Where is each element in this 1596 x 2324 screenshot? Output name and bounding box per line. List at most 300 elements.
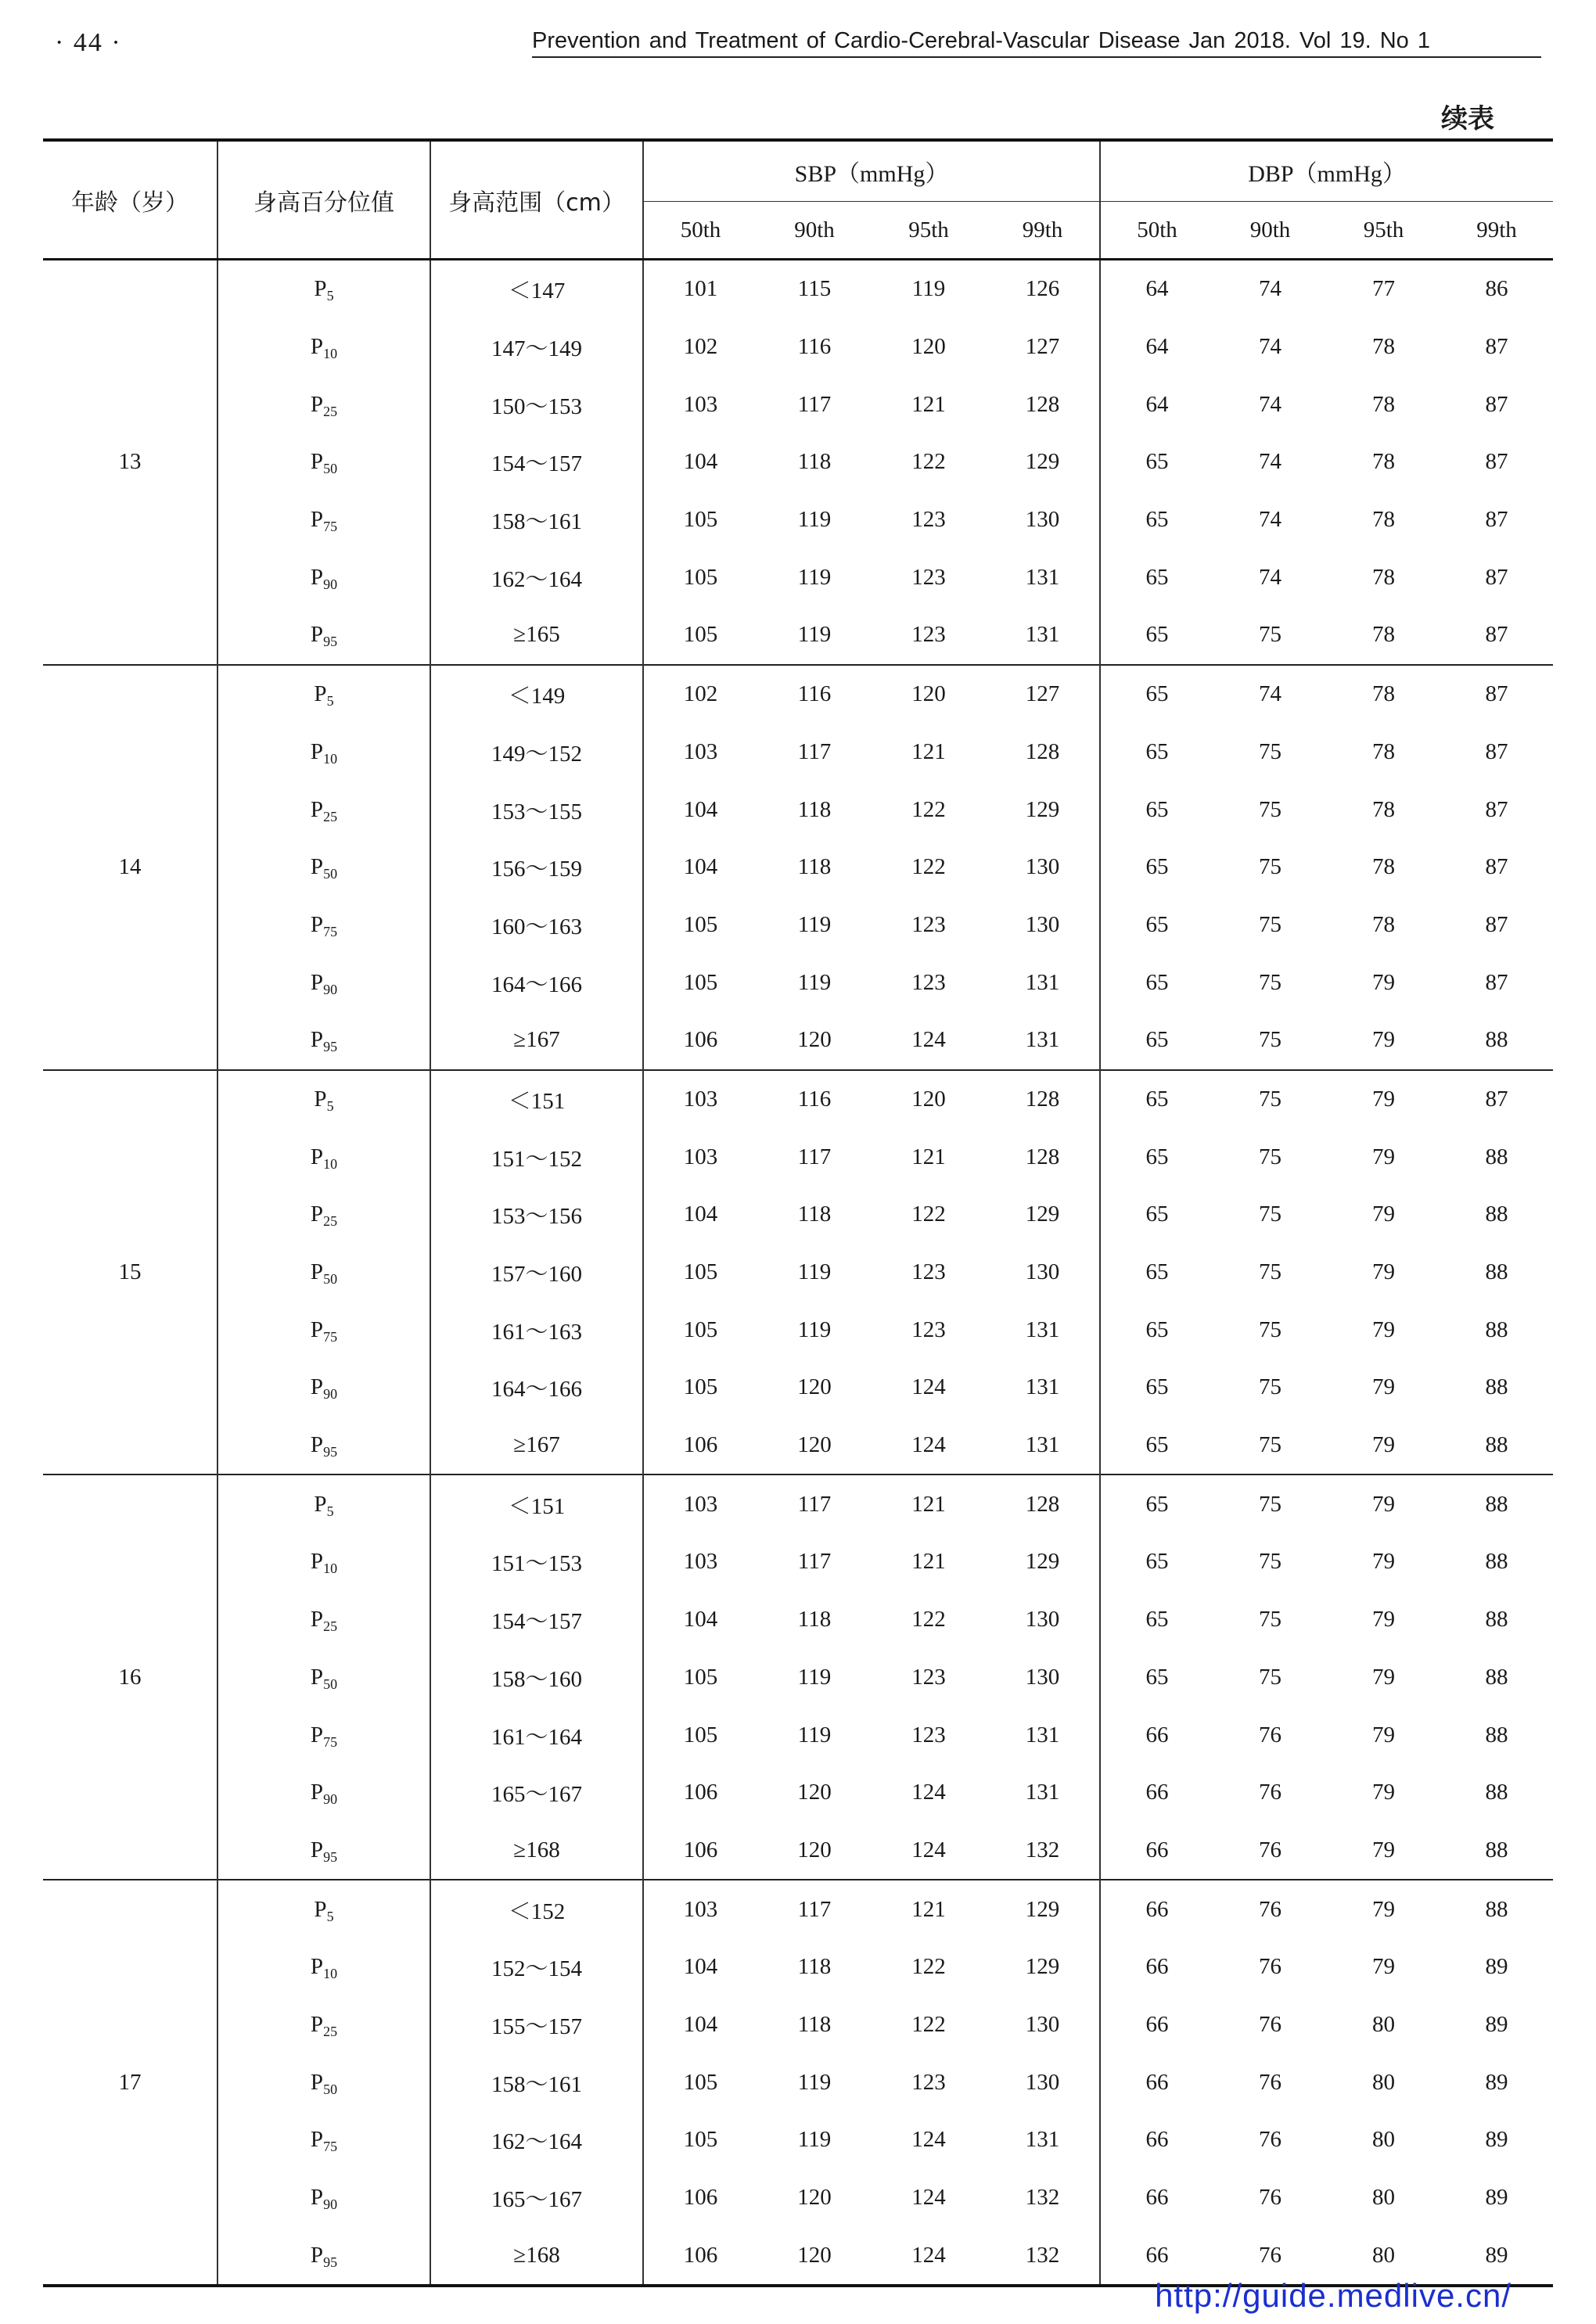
dbp-95th-cell: 79	[1372, 1954, 1396, 1980]
sbp-99th-cell: 129	[986, 1186, 1100, 1244]
dbp-99th-cell: 88	[1485, 1837, 1508, 1862]
table-row	[43, 2169, 1553, 2227]
percentile-subscript: 75	[323, 2139, 338, 2155]
height-range-cell: 153～155	[430, 781, 643, 839]
sbp-50th-cell: 102	[643, 665, 757, 724]
sbp-90th-cell: 117	[797, 391, 832, 417]
percentile-subscript: 50	[323, 2081, 338, 2097]
dbp-99th-cell: 89	[1485, 2127, 1508, 2153]
dbp-50th-cell: 65	[1145, 1664, 1169, 1690]
sbp-99th-cell: 130	[986, 896, 1100, 954]
sbp-99th-cell: 131	[986, 1011, 1100, 1070]
sbp-50th-cell: 105	[683, 1664, 718, 1690]
dbp-99th-cell: 89	[1485, 2011, 1508, 2037]
sbp-50th-cell: 105	[683, 1374, 718, 1400]
dbp-99th-cell: 87	[1485, 507, 1508, 533]
sbp-90th-cell: 119	[797, 911, 832, 937]
height-percentile-cell: $P_{10}$	[217, 724, 430, 781]
sbp-90th-cell: 118	[797, 796, 832, 822]
height-percentile-cell: $P_{90}$	[217, 1359, 430, 1417]
table-row	[43, 1880, 1553, 1938]
dbp-50th-cell: 66	[1145, 2242, 1169, 2268]
height-percentile-cell: $P_{10}$	[217, 1938, 430, 1996]
dbp-99th-cell: 88	[1440, 1475, 1553, 1533]
age-cell: 13	[43, 260, 217, 665]
dbp-50th-cell: 64	[1145, 334, 1169, 360]
dbp-95th-cell: 79	[1372, 1027, 1396, 1053]
dbp-90th-cell: 76	[1259, 2069, 1282, 2095]
dbp-50th-cell: 65	[1100, 665, 1213, 724]
percentile-subscript: 25	[323, 808, 338, 824]
dbp-90th-cell: 75	[1259, 1432, 1282, 1458]
percentile-subscript: 75	[323, 1328, 338, 1345]
percentile-subscript: 25	[323, 403, 338, 419]
height-range-cell: 157～160	[430, 1244, 643, 1302]
dbp-95th-cell: 79	[1327, 1070, 1440, 1129]
dbp-90th-cell: 75	[1259, 1664, 1282, 1690]
table-row	[43, 606, 1553, 665]
dbp-95th-cell: 79	[1372, 1722, 1396, 1747]
sbp-95th-cell: 123	[911, 622, 946, 648]
dbp-95th-cell: 77	[1372, 276, 1396, 302]
height-range-cell: 155～157	[430, 1996, 643, 2054]
sbp-50th-cell: 106	[683, 2242, 718, 2268]
height-range-cell: 150～153	[430, 375, 643, 433]
sbp-95th-cell: 123	[911, 507, 946, 533]
dbp-50th-cell: 66	[1145, 1780, 1169, 1805]
height-percentile-cell: $P_{50}$	[217, 2053, 430, 2111]
sbp-99th-cell: 128	[986, 1070, 1100, 1129]
sbp-99th-cell: 131	[986, 1706, 1100, 1764]
sbp-50th-cell: 104	[683, 854, 718, 880]
dbp-95th-cell: 79	[1372, 1837, 1396, 1862]
age-cell: 15	[43, 1070, 217, 1475]
height-percentile-cell: $P_{25}$	[217, 1186, 430, 1244]
dbp-90th-cell: 75	[1259, 796, 1282, 822]
height-range-cell: 158～161	[430, 2053, 643, 2111]
header-sbp-99th: 99th	[986, 202, 1100, 260]
dbp-90th-cell: 74	[1259, 391, 1282, 417]
percentile-subscript: 10	[323, 346, 338, 362]
dbp-90th-cell: 75	[1259, 738, 1282, 764]
height-range-cell: ≥168	[430, 1822, 643, 1880]
sbp-90th-cell: 119	[797, 622, 832, 648]
continued-label: 续表	[1441, 103, 1494, 135]
percentile-subscript: 5	[326, 288, 334, 304]
height-percentile-cell: $P_{95}$	[217, 1011, 430, 1070]
dbp-99th-cell: 88	[1485, 1027, 1508, 1053]
sbp-50th-cell: 105	[683, 1722, 718, 1747]
dbp-90th-cell: 75	[1259, 1316, 1282, 1342]
sbp-90th-cell: 118	[797, 449, 832, 475]
dbp-99th-cell: 87	[1485, 854, 1508, 880]
sbp-95th-cell: 122	[911, 449, 946, 475]
dbp-50th-cell: 64	[1145, 276, 1169, 302]
sbp-90th-cell: 116	[757, 1070, 872, 1129]
percentile-subscript: 90	[323, 1386, 338, 1403]
dbp-99th-cell: 87	[1485, 738, 1508, 764]
sbp-90th-cell: 120	[797, 2185, 832, 2211]
dbp-90th-cell: 76	[1259, 2127, 1282, 2153]
dbp-95th-cell: 78	[1372, 622, 1396, 648]
sbp-90th-cell: 120	[797, 1374, 832, 1400]
dbp-99th-cell: 88	[1485, 1316, 1508, 1342]
dbp-90th-cell: 74	[1259, 334, 1282, 360]
header-height-percentile: 身高百分位值	[217, 140, 430, 260]
dbp-90th-cell: 74	[1259, 449, 1282, 475]
table-row	[43, 1591, 1553, 1649]
sbp-50th-cell: 103	[683, 1549, 718, 1575]
dbp-99th-cell: 89	[1485, 2242, 1508, 2268]
dbp-99th-cell: 87	[1485, 564, 1508, 590]
dbp-90th-cell: 74	[1259, 564, 1282, 590]
dbp-99th-cell: 88	[1485, 1607, 1508, 1633]
sbp-95th-cell: 122	[911, 1607, 946, 1633]
sbp-90th-cell: 120	[797, 1837, 832, 1862]
dbp-50th-cell: 65	[1145, 507, 1169, 533]
sbp-95th-cell: 121	[911, 738, 946, 764]
sbp-95th-cell: 122	[911, 1202, 946, 1227]
dbp-50th-cell: 65	[1145, 854, 1169, 880]
height-range-cell: 164～166	[430, 954, 643, 1011]
dbp-95th-cell: 80	[1372, 2011, 1396, 2037]
percentile-subscript: 50	[323, 1676, 338, 1692]
sbp-99th-cell: 128	[986, 724, 1100, 781]
sbp-50th-cell: 103	[683, 391, 718, 417]
dbp-99th-cell: 87	[1485, 969, 1508, 995]
sbp-95th-cell: 121	[911, 1144, 946, 1169]
sbp-90th-cell: 118	[797, 2011, 832, 2037]
sbp-95th-cell: 124	[911, 1027, 946, 1053]
sbp-90th-cell: 119	[797, 1722, 832, 1747]
height-range-cell: 156～159	[430, 839, 643, 896]
dbp-95th-cell: 78	[1372, 738, 1396, 764]
height-percentile-cell: $P_{75}$	[217, 2111, 430, 2169]
table-row	[43, 1011, 1553, 1070]
dbp-99th-cell: 88	[1485, 1202, 1508, 1227]
dbp-50th-cell: 66	[1145, 1837, 1169, 1862]
sbp-95th-cell: 122	[911, 2011, 946, 2037]
height-range-cell: ＜147	[430, 260, 643, 318]
running-head: Prevention and Treatment of Cardio-Cerebral-Vascular Disease Jan 2018. Vol 19. No 1	[532, 28, 1430, 53]
dbp-99th-cell: 89	[1485, 1954, 1508, 1980]
dbp-99th-cell: 88	[1485, 1144, 1508, 1169]
percentile-subscript: 5	[326, 1908, 334, 1924]
header-rule	[532, 56, 1541, 58]
sbp-50th-cell: 103	[643, 1475, 757, 1533]
dbp-99th-cell: 86	[1485, 276, 1508, 302]
age-cell: 17	[43, 1880, 217, 2286]
sbp-99th-cell: 131	[986, 2111, 1100, 2169]
header-dbp: DBP（mmHg）	[1248, 161, 1406, 187]
sbp-50th-cell: 106	[683, 1432, 718, 1458]
table-row	[43, 548, 1553, 606]
sbp-99th-cell: 130	[986, 1996, 1100, 2054]
header-dbp-50th: 50th	[1100, 202, 1213, 260]
height-percentile-cell: $P_{90}$	[217, 548, 430, 606]
dbp-50th-cell: 64	[1145, 391, 1169, 417]
height-range-cell: 165～167	[430, 2169, 643, 2227]
table-body	[43, 260, 1553, 2286]
dbp-90th-cell: 75	[1259, 1549, 1282, 1575]
sbp-99th-cell: 127	[986, 665, 1100, 724]
sbp-50th-cell: 104	[683, 796, 718, 822]
sbp-99th-cell: 130	[986, 491, 1100, 549]
height-range-cell: ＜152	[430, 1880, 643, 1938]
height-range-cell: 153～156	[430, 1186, 643, 1244]
table-row	[43, 665, 1553, 724]
header-sbp: SBP（mmHg）	[643, 140, 1100, 202]
dbp-99th-cell: 88	[1485, 1549, 1508, 1575]
dbp-50th-cell: 65	[1100, 1070, 1213, 1129]
header-age: 年龄（岁）	[43, 140, 217, 260]
sbp-90th-cell: 119	[797, 1259, 832, 1285]
dbp-99th-cell: 87	[1440, 665, 1553, 724]
height-range-cell: ≥168	[430, 2226, 643, 2286]
height-percentile-cell: $P_{75}$	[217, 1301, 430, 1359]
sbp-95th-cell: 123	[911, 2069, 946, 2095]
dbp-95th-cell: 78	[1372, 449, 1396, 475]
table-row	[43, 2111, 1553, 2169]
sbp-95th-cell: 120	[911, 334, 946, 360]
dbp-90th-cell: 75	[1259, 1202, 1282, 1227]
sbp-50th-cell: 104	[683, 1202, 718, 1227]
header-dbp-90th: 90th	[1213, 202, 1327, 260]
sbp-50th-cell: 101	[683, 276, 718, 302]
height-percentile-cell: $P_{10}$	[217, 1533, 430, 1591]
dbp-99th-cell: 87	[1485, 796, 1508, 822]
sbp-99th-cell: 131	[986, 1764, 1100, 1822]
dbp-50th-cell: 65	[1145, 1259, 1169, 1285]
dbp-99th-cell: 88	[1485, 1664, 1508, 1690]
percentile-subscript: 10	[323, 1155, 338, 1172]
dbp-99th-cell: 88	[1485, 1374, 1508, 1400]
sbp-50th-cell: 105	[683, 1316, 718, 1342]
dbp-99th-cell: 89	[1485, 2069, 1508, 2095]
table-row	[43, 1070, 1553, 1129]
table-row	[43, 1938, 1553, 1996]
sbp-99th-cell: 130	[986, 1649, 1100, 1707]
dbp-95th-cell: 79	[1327, 1880, 1440, 1938]
sbp-99th-cell: 128	[986, 375, 1100, 433]
dbp-50th-cell: 66	[1145, 2011, 1169, 2037]
dbp-95th-cell: 78	[1372, 334, 1396, 360]
percentile-subscript: 75	[323, 1733, 338, 1750]
height-range-cell: 161～163	[430, 1301, 643, 1359]
dbp-95th-cell: 79	[1372, 1259, 1396, 1285]
dbp-50th-cell: 65	[1145, 622, 1169, 648]
sbp-90th-cell: 119	[797, 2069, 832, 2095]
sbp-50th-cell: 105	[683, 507, 718, 533]
dbp-50th-cell: 65	[1145, 1374, 1169, 1400]
dbp-99th-cell: 88	[1485, 1432, 1508, 1458]
dbp-50th-cell: 65	[1145, 564, 1169, 590]
height-percentile-cell: $P_{50}$	[217, 1649, 430, 1707]
dbp-95th-cell: 78	[1372, 391, 1396, 417]
dbp-99th-cell: 87	[1440, 1070, 1553, 1129]
sbp-90th-cell: 120	[797, 1027, 832, 1053]
dbp-50th-cell: 65	[1145, 969, 1169, 995]
height-range-cell: 162～164	[430, 2111, 643, 2169]
sbp-50th-cell: 105	[683, 622, 718, 648]
watermark-url: http://guide.medlive.cn/	[1155, 2277, 1512, 2314]
height-percentile-cell: $P_{95}$	[217, 1417, 430, 1475]
dbp-95th-cell: 79	[1372, 1607, 1396, 1633]
dbp-90th-cell: 75	[1259, 622, 1282, 648]
blood-pressure-table	[43, 138, 1553, 2287]
sbp-50th-cell: 106	[683, 2185, 718, 2211]
dbp-99th-cell: 88	[1485, 1722, 1508, 1747]
sbp-90th-cell: 119	[797, 969, 832, 995]
sbp-95th-cell: 123	[911, 1722, 946, 1747]
height-percentile-cell: $P_{25}$	[217, 781, 430, 839]
sbp-99th-cell: 128	[986, 1475, 1100, 1533]
sbp-99th-cell: 126	[986, 260, 1100, 318]
sbp-90th-cell: 119	[797, 507, 832, 533]
height-percentile-cell: $P_{10}$	[217, 1128, 430, 1186]
table-row	[43, 1417, 1553, 1475]
height-range-cell: ≥165	[430, 606, 643, 665]
sbp-50th-cell: 105	[683, 2069, 718, 2095]
age-cell: 14	[43, 665, 217, 1070]
sbp-95th-cell: 124	[911, 2242, 946, 2268]
height-percentile-cell: $P_{90}$	[217, 2169, 430, 2227]
percentile-subscript: 90	[323, 981, 338, 997]
dbp-90th-cell: 75	[1259, 1027, 1282, 1053]
percentile-subscript: 25	[323, 1618, 338, 1635]
dbp-95th-cell: 79	[1372, 1202, 1396, 1227]
sbp-95th-cell: 120	[872, 1070, 986, 1129]
sbp-99th-cell: 129	[986, 1533, 1100, 1591]
table-row	[43, 1649, 1553, 1707]
sbp-90th-cell: 120	[797, 1780, 832, 1805]
dbp-95th-cell: 80	[1372, 2185, 1396, 2211]
height-range-cell: 154～157	[430, 433, 643, 491]
table-row	[43, 1764, 1553, 1822]
sbp-50th-cell: 104	[683, 1954, 718, 1980]
sbp-99th-cell: 127	[986, 318, 1100, 376]
height-percentile-cell: $P_{95}$	[217, 2226, 430, 2286]
sbp-95th-cell: 124	[911, 2185, 946, 2211]
sbp-90th-cell: 120	[797, 1432, 832, 1458]
dbp-95th-cell: 79	[1372, 1316, 1396, 1342]
table-row	[43, 954, 1553, 1011]
sbp-50th-cell: 106	[683, 1027, 718, 1053]
sbp-90th-cell: 119	[797, 1316, 832, 1342]
sbp-99th-cell: 129	[986, 781, 1100, 839]
sbp-99th-cell: 129	[986, 1938, 1100, 1996]
height-range-cell: 149～152	[430, 724, 643, 781]
sbp-95th-cell: 121	[911, 391, 946, 417]
dbp-95th-cell: 79	[1327, 1475, 1440, 1533]
dbp-90th-cell: 76	[1259, 1722, 1282, 1747]
sbp-50th-cell: 103	[683, 1144, 718, 1169]
height-range-cell: 154～157	[430, 1591, 643, 1649]
height-range-cell: 151～152	[430, 1128, 643, 1186]
header-sbp-50th: 50th	[643, 202, 757, 260]
sbp-95th-cell: 119	[911, 276, 946, 302]
sbp-95th-cell: 120	[872, 665, 986, 724]
dbp-95th-cell: 78	[1372, 911, 1396, 937]
dbp-90th-cell: 75	[1259, 854, 1282, 880]
header-dbp-99th: 99th	[1440, 202, 1553, 260]
percentile-subscript: 50	[323, 866, 338, 882]
height-range-cell: 165～167	[430, 1764, 643, 1822]
sbp-90th-cell: 117	[757, 1475, 872, 1533]
dbp-95th-cell: 79	[1372, 1664, 1396, 1690]
sbp-99th-cell: 132	[986, 2169, 1100, 2227]
dbp-50th-cell: 65	[1145, 911, 1169, 937]
dbp-99th-cell: 87	[1485, 911, 1508, 937]
sbp-50th-cell: 105	[683, 564, 718, 590]
height-percentile-cell: $P_{25}$	[217, 375, 430, 433]
dbp-99th-cell: 87	[1485, 449, 1508, 475]
height-percentile-cell: $P_5$	[217, 1475, 430, 1533]
height-percentile-cell: $P_5$	[217, 665, 430, 724]
height-range-cell: 152～154	[430, 1938, 643, 1996]
dbp-90th-cell: 75	[1259, 911, 1282, 937]
dbp-50th-cell: 65	[1145, 1316, 1169, 1342]
dbp-95th-cell: 79	[1372, 1549, 1396, 1575]
sbp-99th-cell: 132	[986, 2226, 1100, 2286]
age-cell: 16	[43, 1475, 217, 1880]
percentile-subscript: 95	[323, 2254, 338, 2270]
height-percentile-cell: $P_5$	[217, 260, 430, 318]
dbp-95th-cell: 78	[1372, 796, 1396, 822]
dbp-95th-cell: 79	[1372, 1432, 1396, 1458]
sbp-90th-cell: 117	[797, 1549, 832, 1575]
dbp-90th-cell: 75	[1213, 1070, 1327, 1129]
height-range-cell: ＜151	[430, 1475, 643, 1533]
sbp-50th-cell: 105	[683, 969, 718, 995]
sbp-99th-cell: 128	[986, 1128, 1100, 1186]
header-sbp-90th: 90th	[757, 202, 872, 260]
sbp-50th-cell: 105	[683, 911, 718, 937]
percentile-subscript: 10	[323, 1966, 338, 1982]
table-row	[43, 839, 1553, 896]
page-number: · 44 ·	[55, 28, 122, 57]
sbp-90th-cell: 117	[797, 1144, 832, 1169]
dbp-95th-cell: 78	[1372, 507, 1396, 533]
sbp-90th-cell: 119	[797, 2127, 832, 2153]
percentile-subscript: 10	[323, 1561, 338, 1577]
dbp-90th-cell: 76	[1259, 2011, 1282, 2037]
sbp-99th-cell: 132	[986, 1822, 1100, 1880]
height-percentile-cell: $P_{90}$	[217, 954, 430, 1011]
sbp-90th-cell: 118	[797, 854, 832, 880]
height-percentile-cell: $P_{95}$	[217, 606, 430, 665]
sbp-95th-cell: 123	[911, 1664, 946, 1690]
table-row	[43, 1244, 1553, 1302]
table-row	[43, 896, 1553, 954]
sbp-50th-cell: 106	[683, 1837, 718, 1862]
sbp-95th-cell: 123	[911, 564, 946, 590]
sbp-95th-cell: 121	[872, 1880, 986, 1938]
sbp-50th-cell: 103	[643, 1070, 757, 1129]
sbp-50th-cell: 103	[683, 738, 718, 764]
table-row	[43, 781, 1553, 839]
sbp-99th-cell: 131	[986, 1359, 1100, 1417]
percentile-subscript: 95	[323, 1444, 338, 1460]
table-row	[43, 1128, 1553, 1186]
sbp-95th-cell: 124	[911, 2127, 946, 2153]
sbp-99th-cell: 131	[986, 548, 1100, 606]
table-header	[43, 140, 1553, 260]
height-percentile-cell: $P_{75}$	[217, 896, 430, 954]
dbp-90th-cell: 75	[1259, 969, 1282, 995]
table-row	[43, 491, 1553, 549]
dbp-90th-cell: 76	[1259, 2242, 1282, 2268]
